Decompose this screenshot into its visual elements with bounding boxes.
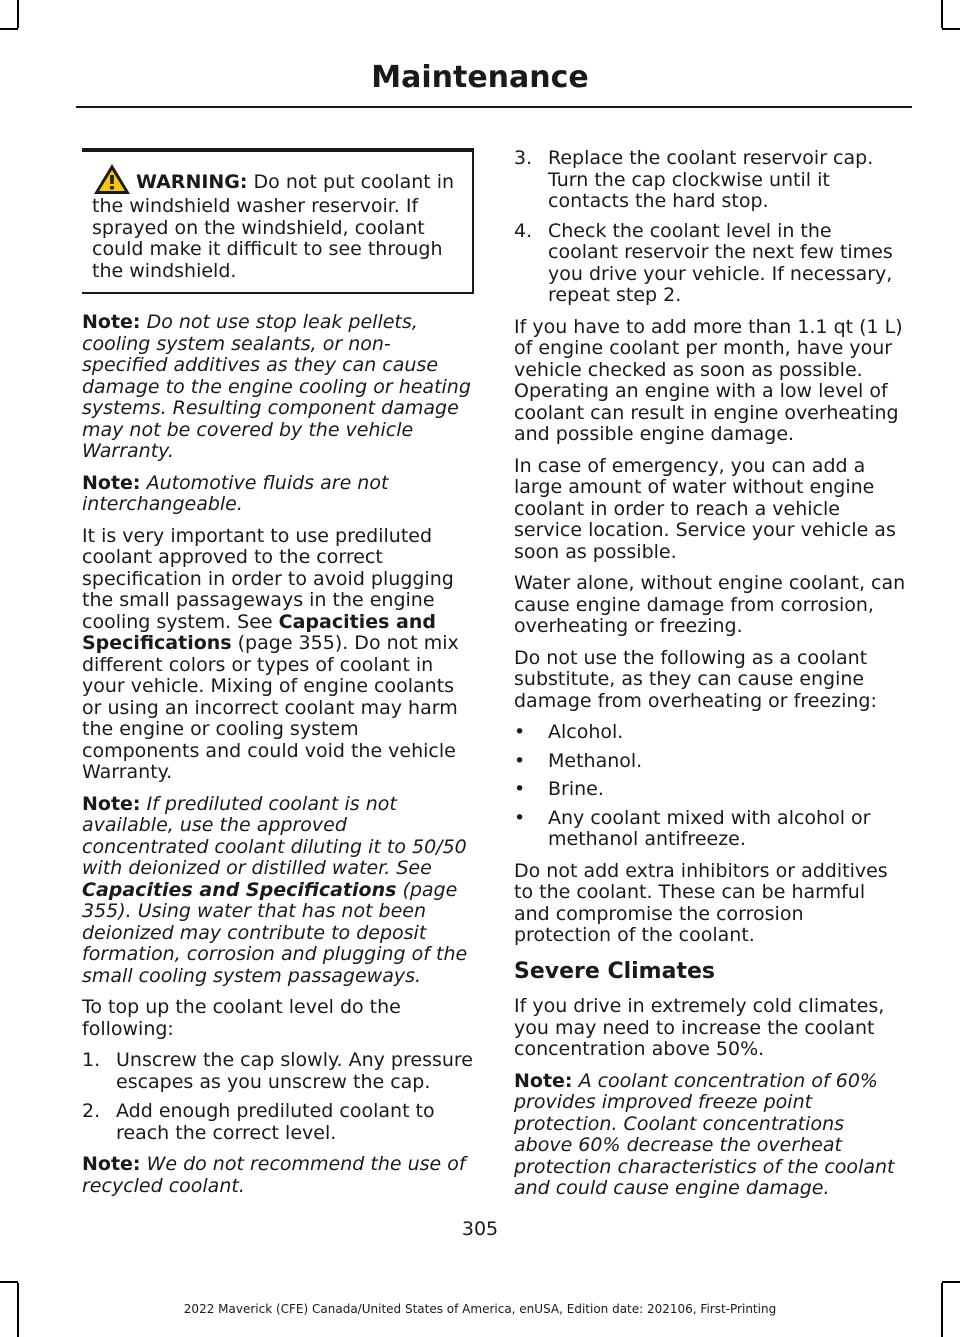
list-item bbox=[514, 148, 906, 213]
list-item bbox=[82, 1101, 474, 1144]
paragraph-text: (page 355). Do not mix different colors or types of coolant in your vehicle. Mixing of engine coolants or using an incorrect coolant may harm the engine or cooling system components and could void the vehicle Warranty. bbox=[82, 632, 459, 783]
capacities-link[interactable]: Capacities and Specifications bbox=[82, 878, 397, 901]
crop-mark bbox=[942, 28, 960, 30]
step-text: Add enough prediluted coolant to reach the correct level. bbox=[116, 1100, 435, 1144]
bullet-text: Methanol. bbox=[548, 749, 643, 772]
paragraph-water-alone: Water alone, without engine coolant, can cause engine damage from corrosion, overheating or freezing. bbox=[514, 572, 906, 637]
paragraph-text: It is very important to use prediluted coolant approved to the correct specification in order to avoid plugging the small passageways in the engine cooling system. See bbox=[82, 524, 454, 633]
bullet-text: Brine. bbox=[548, 778, 604, 800]
bullet-text: Any coolant mixed with alcohol or methanol antifreeze. bbox=[548, 806, 871, 850]
warning-text: Do not put coolant in the windshield washer reservoir. If sprayed on the windshield, coolant could make it difficult to see through the windshield. bbox=[92, 171, 455, 282]
page-title: Maintenance bbox=[371, 60, 589, 95]
note-text: Do not use stop leak pellets, cooling system sealants, or non-specified additives as they can cause damage to the engine cooling or heating systems. Resulting component damage may not be covered by the vehicle Warranty. bbox=[82, 311, 471, 462]
list-item bbox=[514, 779, 906, 801]
bullet: • bbox=[514, 806, 526, 829]
step-number: 4. bbox=[514, 219, 533, 242]
step-number: 1. bbox=[82, 1049, 101, 1071]
right-column bbox=[514, 148, 906, 1210]
steps-list-continued bbox=[514, 148, 906, 307]
bullet: • bbox=[514, 778, 526, 800]
crop-mark bbox=[941, 0, 943, 28]
left-column bbox=[82, 148, 474, 1207]
step-text: Unscrew the cap slowly. Any pressure escapes as you unscrew the cap. bbox=[116, 1049, 473, 1093]
note-recycled bbox=[82, 1154, 474, 1197]
list-item bbox=[82, 1050, 474, 1093]
bullet-text: Alcohol. bbox=[548, 721, 624, 743]
page-number: 305 bbox=[461, 1218, 499, 1240]
warning-box bbox=[82, 148, 474, 294]
list-item bbox=[514, 221, 906, 307]
note-label: Note: bbox=[82, 471, 141, 494]
note-text: A coolant concentration of 60% provides improved freeze point protection. Coolant concentrations above 60% decrease the overheat protection characteristics of the coolant and could cause engine damage. bbox=[514, 1069, 895, 1199]
paragraph-emergency: In case of emergency, you can add a large amount of water without engine coolant in order to reach a vehicle service location. Service your vehicle as soon as possible. bbox=[514, 454, 896, 563]
note-concentration bbox=[514, 1071, 906, 1200]
step-number: 2. bbox=[82, 1100, 101, 1122]
paragraph-substitute: Do not use the following as a coolant substitute, as they can cause engine damage from overheating or freezing: bbox=[514, 646, 877, 712]
note-text: We do not recommend the use of recycled coolant. bbox=[82, 1153, 466, 1197]
section-heading-severe-climates: Severe Climates bbox=[514, 958, 715, 984]
footer-edition-info: 2022 Maverick (CFE) Canada/United States of America, enUSA, Edition date: 202106, First-Printing bbox=[183, 1302, 777, 1316]
note-label: Note: bbox=[82, 311, 141, 333]
note-label: Note: bbox=[514, 1069, 573, 1092]
crop-mark bbox=[17, 0, 19, 28]
list-item bbox=[514, 722, 906, 744]
step-text: Check the coolant level in the coolant reservoir the next few times you drive your vehicle. If necessary, repeat step 2. bbox=[548, 219, 893, 306]
note-stop-leak bbox=[82, 312, 474, 463]
step-text: Replace the coolant reservoir cap. Turn the cap clockwise until it contacts the hard stop. bbox=[548, 147, 874, 212]
warning-triangle-icon bbox=[92, 162, 132, 196]
crop-mark bbox=[942, 1281, 960, 1283]
bullet: • bbox=[514, 721, 526, 743]
note-fluids bbox=[82, 473, 474, 516]
substitute-bullets bbox=[514, 722, 906, 851]
capacities-link[interactable]: Capacities and Specifications bbox=[82, 610, 436, 654]
steps-list bbox=[82, 1050, 474, 1144]
note-text: If prediluted coolant is not available, use the approved concentrated coolant diluting it to 50/50 with deionized or distilled water. See bbox=[82, 792, 467, 879]
step-number: 3. bbox=[514, 147, 533, 169]
paragraph-top-up-intro: To top up the coolant level do the following: bbox=[82, 996, 401, 1040]
crop-mark bbox=[0, 1281, 18, 1283]
list-item bbox=[514, 808, 906, 851]
list-item bbox=[514, 751, 906, 773]
warning-label: WARNING: bbox=[136, 171, 248, 193]
note-label: Note: bbox=[82, 1153, 141, 1175]
paragraph-coolant-usage: If you have to add more than 1.1 qt (1 L) of engine coolant per month, have your vehicle checked as soon as possible. Operating an engine with a low level of coolant can result in engine overheating and possible engine damage. bbox=[514, 315, 903, 445]
note-concentrated bbox=[82, 794, 474, 988]
paragraph-prediluted bbox=[82, 526, 474, 784]
paragraph-cold-climates: If you drive in extremely cold climates, you may need to increase the coolant concentration above 50%. bbox=[514, 995, 885, 1060]
note-text: (page 355). Using water that has not been deionized may contribute to deposit formation, corrosion and plugging of the small cooling system passageways. bbox=[82, 878, 468, 987]
paragraph-inhibitors: Do not add extra inhibitors or additives to the coolant. These can be harmful and compromise the corrosion protection of the coolant. bbox=[514, 859, 888, 946]
note-text: Automotive fluids are not interchangeable. bbox=[82, 471, 389, 515]
header-rule bbox=[76, 106, 912, 108]
bullet: • bbox=[514, 749, 526, 772]
crop-mark bbox=[0, 28, 18, 30]
note-label: Note: bbox=[82, 792, 141, 815]
